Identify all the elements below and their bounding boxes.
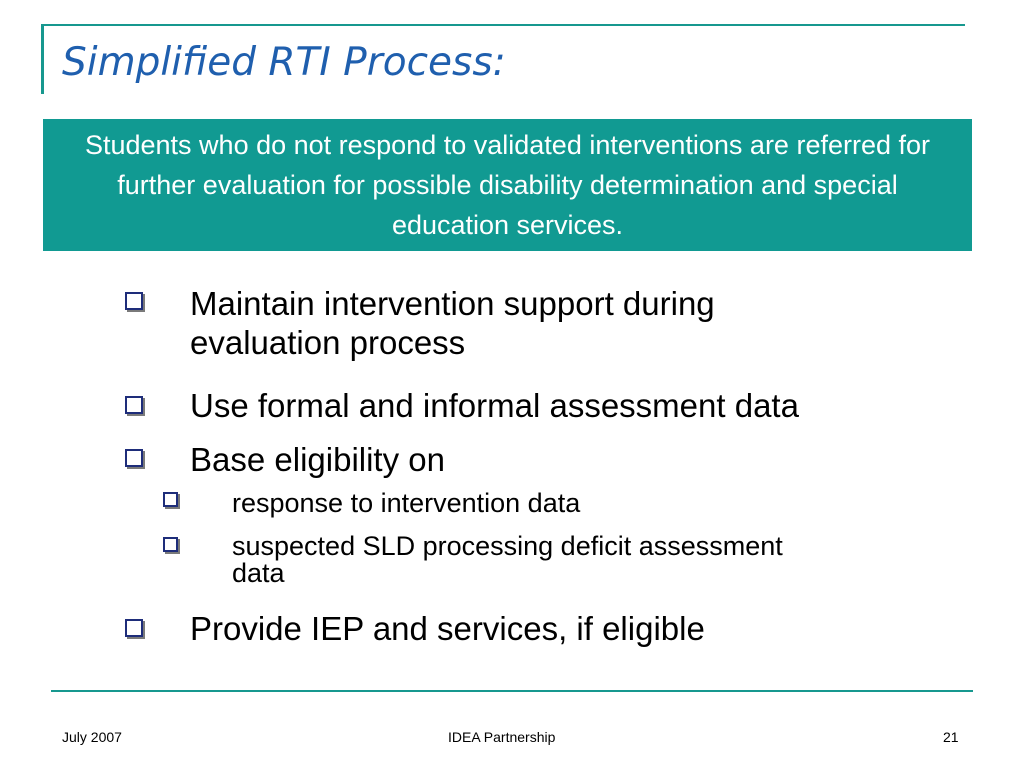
- checkbox-bullet-icon: [125, 619, 143, 637]
- footer-date: July 2007: [62, 729, 122, 745]
- bullet-text-line: evaluation process: [190, 324, 466, 361]
- callout-text: Students who do not respond to validated interventions are referred for further evaluation for possible disability determination and special education services.: [84, 130, 930, 240]
- sub-bullet-item: response to intervention data: [232, 488, 581, 518]
- footer-organization: IDEA Partnership: [448, 729, 556, 745]
- bullet-text-line: Maintain intervention support during: [190, 285, 715, 322]
- checkbox-bullet-icon: [125, 449, 143, 467]
- bullet-item: Base eligibility on: [190, 441, 445, 478]
- checkbox-sub-bullet-icon: [163, 492, 178, 507]
- bullet-item: Use formal and informal assessment data: [190, 387, 799, 424]
- footer-divider: [51, 690, 973, 692]
- checkbox-bullet-icon: [125, 396, 143, 414]
- checkbox-bullet-icon: [125, 292, 143, 310]
- sub-bullet-text-line: data: [232, 558, 285, 588]
- checkbox-sub-bullet-icon: [163, 537, 178, 552]
- sub-bullet-item: [232, 530, 783, 589]
- footer-page-number: 21: [943, 729, 959, 745]
- bullet-item: [190, 284, 715, 362]
- bullet-item: Provide IEP and services, if eligible: [190, 610, 705, 647]
- slide-title: Simplified RTI Process:: [62, 40, 506, 85]
- sub-bullet-text-line: suspected SLD processing deficit assessment: [232, 531, 783, 561]
